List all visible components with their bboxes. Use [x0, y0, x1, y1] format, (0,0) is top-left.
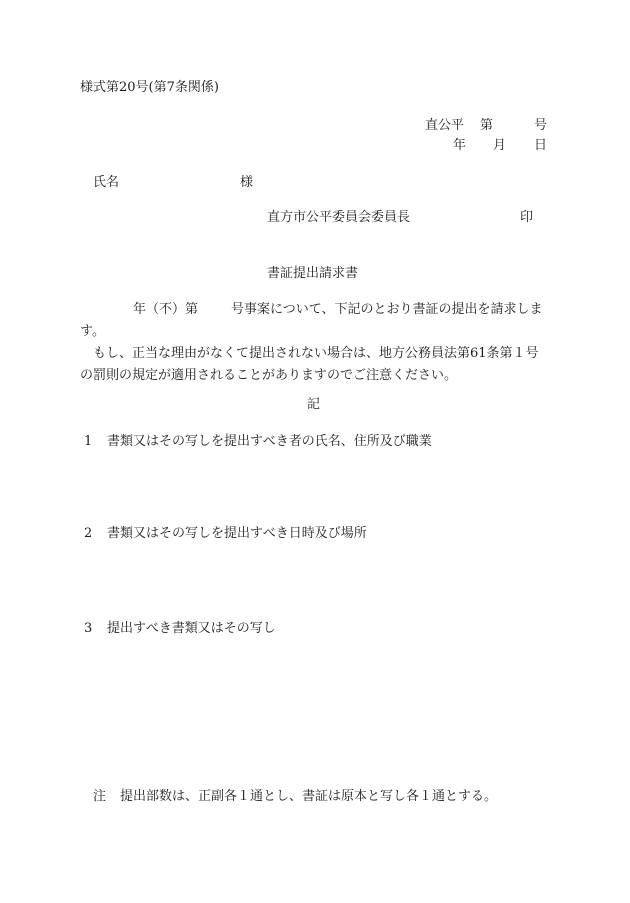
date-month: 月 — [493, 138, 507, 153]
note-label: 注 — [93, 789, 107, 804]
case-year-text: 年（不）第 — [133, 302, 199, 317]
seal-mark: 印 — [520, 210, 534, 225]
document-title: 書証提出請求書 — [267, 266, 359, 281]
item-2-number: 2 — [84, 526, 93, 541]
date-year: 年 — [453, 138, 467, 153]
recipient-name-label: 氏名 — [93, 175, 120, 190]
item-3-number: 3 — [84, 621, 93, 636]
body-paragraph-2: もし、正当な理由がなくて提出されない場合は、地方公務員法第61条第１号の罰則の規定が適用されることがありますのでご注意ください。 — [80, 346, 539, 383]
doc-number-dai: 第 — [480, 118, 494, 133]
ki-heading: 記 — [307, 397, 321, 412]
item-2-text: 書類又はその写しを提出すべき日時及び場所 — [107, 526, 367, 541]
item-1-number: 1 — [84, 434, 93, 449]
date-day: 日 — [534, 138, 548, 153]
form-header: 様式第20号(第7条関係) — [80, 80, 219, 95]
doc-number-go: 号 — [534, 118, 548, 133]
body-paragraph-1 — [80, 299, 550, 343]
item-3-text: 提出すべき書類又はその写し — [107, 621, 276, 636]
sender-title: 直方市公平委員会委員長 — [267, 210, 411, 225]
case-rest-text: 号事案について、下記のとおり書証の提出を請求します。 — [80, 302, 543, 339]
doc-number-prefix: 直公平 — [425, 118, 465, 133]
item-1-text: 書類又はその写しを提出すべき者の氏名、住所及び職業 — [107, 434, 432, 449]
note-text: 提出部数は、正副各１通とし、書証は原本と写し各１通とする。 — [120, 789, 498, 804]
recipient-honorific: 様 — [240, 175, 254, 190]
